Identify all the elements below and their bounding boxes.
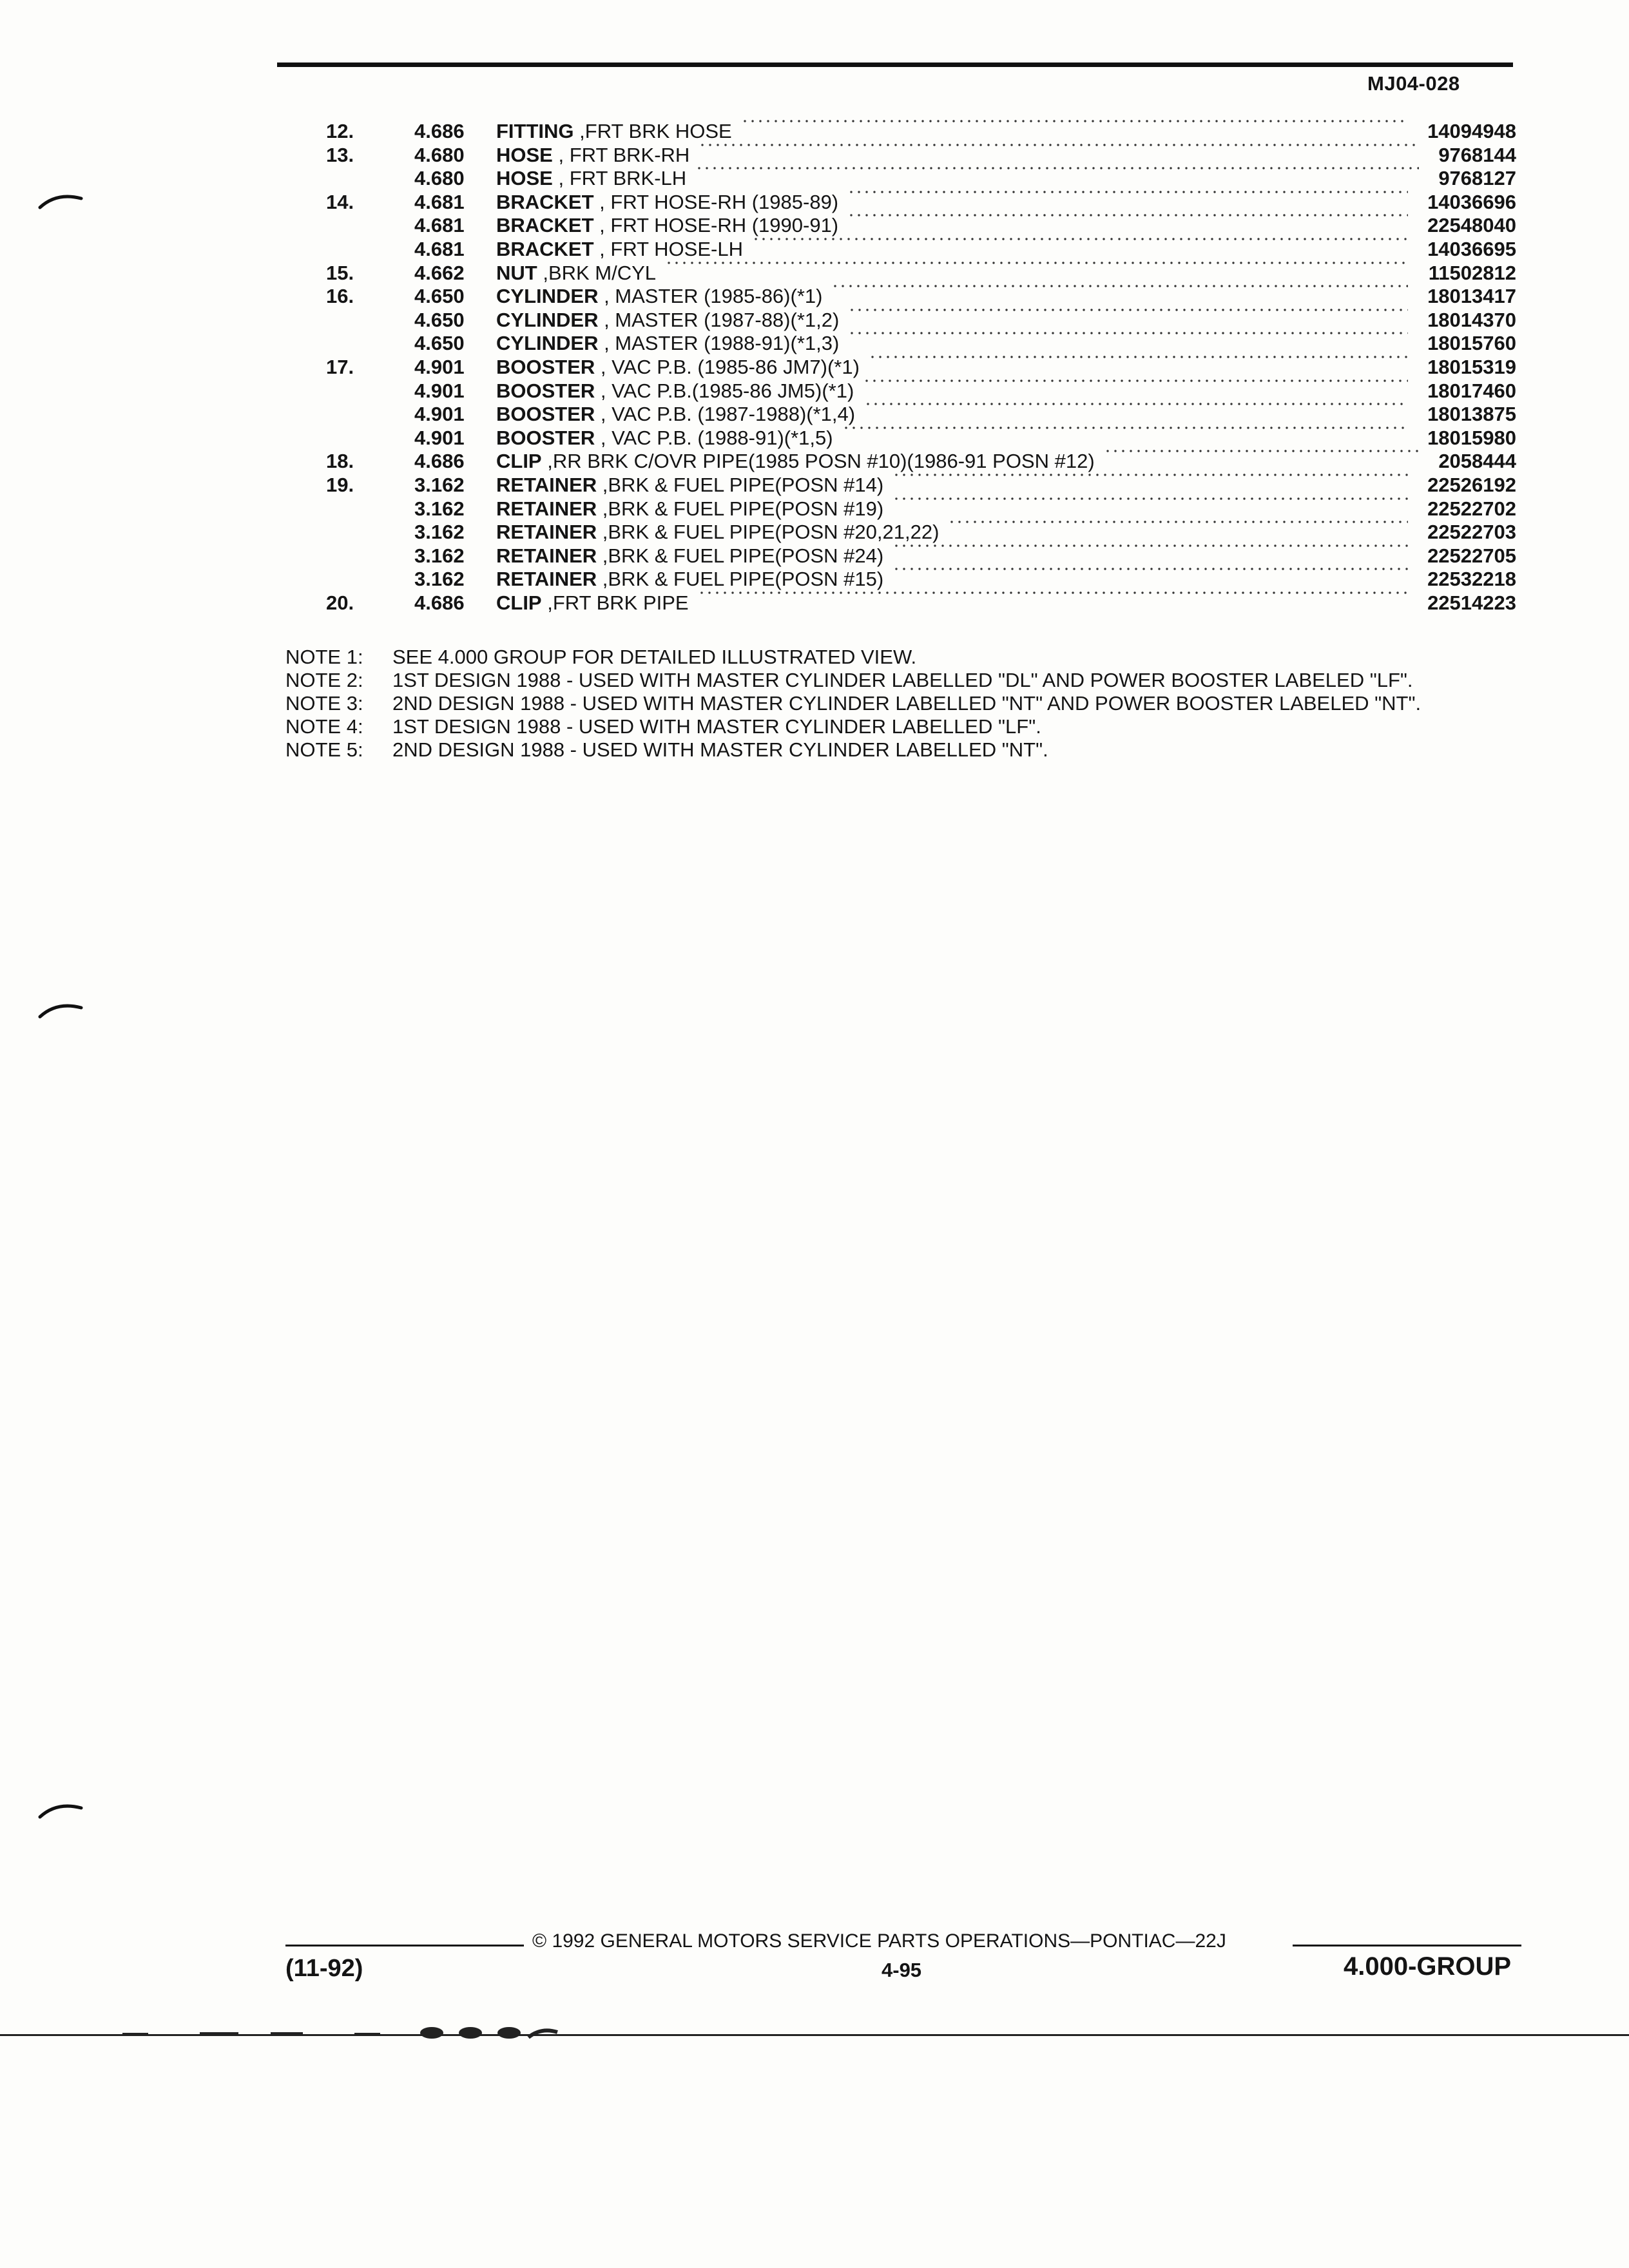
part-reference: 4.650 [414, 308, 465, 331]
dot-leader [847, 214, 1408, 216]
part-description [496, 380, 854, 403]
part-reference: 4.680 [414, 143, 465, 166]
part-name: BRACKET [496, 214, 594, 237]
part-number: 22526192 [1427, 473, 1516, 496]
part-description [496, 544, 883, 568]
part-reference: 4.901 [414, 355, 465, 378]
part-item-number: 15. [326, 261, 354, 284]
part-number: 22514223 [1427, 591, 1516, 614]
note-text: SEE 4.000 GROUP FOR DETAILED ILLUSTRATED VIEW. [392, 646, 917, 668]
copyright-text: © 1992 GENERAL MOTORS SERVICE PARTS OPERATIONS—PONTIAC—22J [532, 1930, 1226, 1952]
dot-leader [741, 120, 1408, 122]
note-label: NOTE 3: [285, 692, 363, 715]
part-row [0, 356, 1629, 380]
part-detail: , MASTER (1987-88)(*1,2) [598, 308, 840, 331]
document-id: MJ04-028 [1367, 72, 1460, 95]
part-description [496, 427, 833, 450]
dot-leader [1104, 450, 1420, 452]
part-reference: 4.650 [414, 285, 465, 308]
part-name: RETAINER [496, 473, 597, 496]
part-item-number: 13. [326, 143, 354, 166]
dot-leader [864, 403, 1408, 405]
part-row [0, 214, 1629, 238]
part-detail: , VAC P.B.(1985-86 JM5)(*1) [595, 379, 854, 402]
part-detail: ,BRK M/CYL [537, 261, 657, 284]
part-detail: , VAC P.B. (1987-1988)(*1,4) [595, 403, 856, 426]
part-reference: 3.162 [414, 544, 465, 567]
part-row [0, 544, 1629, 568]
part-reference: 4.686 [414, 591, 465, 614]
dot-leader [848, 332, 1408, 334]
part-row [0, 521, 1629, 544]
note-item [285, 692, 1523, 715]
punch-hole-mark-icon [37, 997, 84, 1023]
part-detail: , VAC P.B. (1985-86 JM7)(*1) [595, 355, 860, 378]
part-detail: , MASTER (1988-91)(*1,3) [598, 332, 840, 355]
part-name: RETAINER [496, 497, 597, 520]
part-reference: 3.162 [414, 568, 465, 591]
part-row [0, 403, 1629, 427]
part-description [496, 521, 939, 544]
note-item [285, 669, 1523, 692]
note-item [285, 715, 1523, 738]
part-name: RETAINER [496, 521, 597, 544]
dot-leader [695, 167, 1419, 169]
part-number: 22522705 [1427, 544, 1516, 567]
note-label: NOTE 4: [285, 715, 363, 738]
part-row [0, 332, 1629, 356]
part-row [0, 262, 1629, 285]
part-reference: 4.686 [414, 450, 465, 473]
part-name: HOSE [496, 143, 553, 166]
part-reference: 4.662 [414, 261, 465, 284]
note-item [285, 738, 1523, 762]
part-number: 22532218 [1427, 568, 1516, 591]
part-reference: 3.162 [414, 473, 465, 496]
part-item-number: 17. [326, 355, 354, 378]
part-description [496, 120, 732, 143]
dot-leader [842, 427, 1408, 429]
part-description [496, 332, 839, 355]
part-description [496, 262, 656, 285]
part-description [496, 568, 883, 591]
part-detail: , FRT BRK-RH [552, 143, 690, 166]
part-description [496, 214, 838, 237]
part-row [0, 591, 1629, 615]
part-row [0, 191, 1629, 215]
dot-leader [847, 191, 1408, 193]
part-item-number: 12. [326, 120, 354, 142]
part-name: BRACKET [496, 190, 594, 213]
revision-date: (11-92) [285, 1955, 363, 1982]
dot-leader [698, 591, 1408, 594]
dot-leader [892, 544, 1408, 547]
note-item [285, 646, 1523, 669]
part-detail: ,BRK & FUEL PIPE(POSN #20,21,22) [597, 521, 940, 544]
page-number: 4-95 [882, 1959, 922, 1981]
part-reference: 4.681 [414, 190, 465, 213]
part-description [496, 356, 860, 379]
part-detail: , MASTER (1985-86)(*1) [598, 285, 823, 308]
part-row [0, 568, 1629, 591]
part-name: CLIP [496, 450, 542, 473]
part-row [0, 285, 1629, 309]
part-description [496, 238, 743, 261]
part-name: BOOSTER [496, 426, 595, 449]
part-name: CYLINDER [496, 285, 599, 308]
part-description [496, 167, 686, 190]
part-name: RETAINER [496, 544, 597, 567]
note-text: 1ST DESIGN 1988 - USED WITH MASTER CYLINDER LABELLED "LF". [392, 715, 1041, 738]
part-description [496, 285, 822, 308]
punch-hole-mark-icon [37, 188, 84, 214]
part-reference: 4.680 [414, 167, 465, 190]
part-item-number: 16. [326, 285, 354, 308]
dot-leader [892, 568, 1408, 570]
part-reference: 4.650 [414, 332, 465, 355]
part-number: 18015980 [1427, 426, 1516, 449]
part-row [0, 427, 1629, 450]
part-item-number: 14. [326, 190, 354, 213]
part-reference: 4.681 [414, 214, 465, 237]
dot-leader [848, 309, 1408, 311]
part-row [0, 167, 1629, 191]
part-name: CYLINDER [496, 308, 599, 331]
part-name: BRACKET [496, 237, 594, 260]
part-number: 18015319 [1427, 355, 1516, 378]
note-text: 2ND DESIGN 1988 - USED WITH MASTER CYLINDER LABELLED "NT" AND POWER BOOSTER LABELED "NT". [392, 692, 1422, 715]
part-number: 22522702 [1427, 497, 1516, 520]
part-name: BOOSTER [496, 403, 595, 426]
part-detail: ,FRT BRK HOSE [574, 120, 732, 142]
part-detail: ,BRK & FUEL PIPE(POSN #15) [597, 568, 884, 591]
part-name: BOOSTER [496, 355, 595, 378]
part-name: BOOSTER [496, 379, 595, 402]
part-number: 18017460 [1427, 379, 1516, 402]
part-name: CYLINDER [496, 332, 599, 355]
part-reference: 4.681 [414, 237, 465, 260]
part-number: 18013417 [1427, 285, 1516, 308]
notes-section [285, 646, 1523, 762]
part-detail: , FRT BRK-LH [552, 167, 687, 190]
part-number: 9768144 [1438, 143, 1516, 166]
part-reference: 4.901 [414, 379, 465, 402]
dot-leader [892, 497, 1408, 500]
part-number: 22548040 [1427, 214, 1516, 237]
footer-rule-left [285, 1945, 524, 1946]
dot-leader [869, 356, 1408, 358]
dot-leader [948, 521, 1408, 523]
part-row [0, 450, 1629, 474]
part-detail: , VAC P.B. (1988-91)(*1,5) [595, 426, 833, 449]
part-row [0, 144, 1629, 168]
part-detail: , FRT HOSE-RH (1985-89) [593, 190, 839, 213]
part-detail: ,BRK & FUEL PIPE(POSN #19) [597, 497, 884, 520]
part-number: 14036696 [1427, 190, 1516, 213]
part-row [0, 474, 1629, 497]
part-reference: 4.901 [414, 403, 465, 426]
part-name: HOSE [496, 167, 553, 190]
part-detail: , FRT HOSE-RH (1990-91) [593, 214, 839, 237]
part-description [496, 191, 838, 214]
part-number: 18015760 [1427, 332, 1516, 355]
scan-edge-marks [122, 2027, 561, 2039]
part-reference: 3.162 [414, 521, 465, 544]
part-row [0, 380, 1629, 403]
note-label: NOTE 5: [285, 738, 363, 761]
part-number: 9768127 [1438, 167, 1516, 190]
part-reference: 3.162 [414, 497, 465, 520]
part-detail: ,FRT BRK PIPE [541, 591, 689, 614]
note-text: 1ST DESIGN 1988 - USED WITH MASTER CYLINDER LABELLED "DL" AND POWER BOOSTER LABELED "LF". [392, 669, 1413, 691]
part-row [0, 238, 1629, 262]
note-text: 2ND DESIGN 1988 - USED WITH MASTER CYLINDER LABELLED "NT". [392, 738, 1048, 761]
part-description [496, 591, 689, 615]
dot-leader [752, 238, 1408, 240]
dot-leader [699, 144, 1419, 146]
part-description [496, 403, 855, 426]
punch-hole-mark-icon [37, 1798, 84, 1823]
part-item-number: 20. [326, 591, 354, 614]
part-row [0, 497, 1629, 521]
part-number: 22522703 [1427, 521, 1516, 544]
part-name: CLIP [496, 591, 542, 614]
dot-leader [665, 262, 1409, 264]
part-description [496, 450, 1095, 473]
part-number: 2058444 [1438, 450, 1516, 473]
dot-leader [831, 285, 1408, 287]
note-label: NOTE 1: [285, 646, 363, 668]
part-detail: ,BRK & FUEL PIPE(POSN #14) [597, 473, 884, 496]
parts-list [0, 120, 1629, 615]
part-number: 14036695 [1427, 237, 1516, 260]
group-label: 4.000-GROUP [1344, 1952, 1512, 1981]
part-description [496, 144, 689, 167]
part-reference: 4.901 [414, 426, 465, 449]
footer-rule-right [1293, 1945, 1521, 1946]
part-row [0, 120, 1629, 144]
part-item-number: 19. [326, 473, 354, 496]
part-row [0, 309, 1629, 332]
part-number: 18013875 [1427, 403, 1516, 426]
part-number: 11502812 [1428, 261, 1516, 284]
part-name: FITTING [496, 120, 574, 142]
part-detail: ,RR BRK C/OVR PIPE(1985 POSN #10)(1986-91 POSN #12) [541, 450, 1095, 473]
part-reference: 4.686 [414, 120, 465, 142]
part-detail: , FRT HOSE-LH [593, 237, 743, 260]
dot-leader [863, 380, 1408, 382]
part-number: 18014370 [1427, 308, 1516, 331]
part-detail: ,BRK & FUEL PIPE(POSN #24) [597, 544, 884, 567]
part-name: RETAINER [496, 568, 597, 591]
part-description [496, 474, 883, 497]
header-rule [277, 62, 1513, 67]
part-name: NUT [496, 261, 537, 284]
part-description [496, 497, 883, 521]
dot-leader [892, 474, 1408, 476]
part-description [496, 309, 839, 332]
part-number: 14094948 [1427, 120, 1516, 142]
part-item-number: 18. [326, 450, 354, 473]
note-label: NOTE 2: [285, 669, 363, 691]
